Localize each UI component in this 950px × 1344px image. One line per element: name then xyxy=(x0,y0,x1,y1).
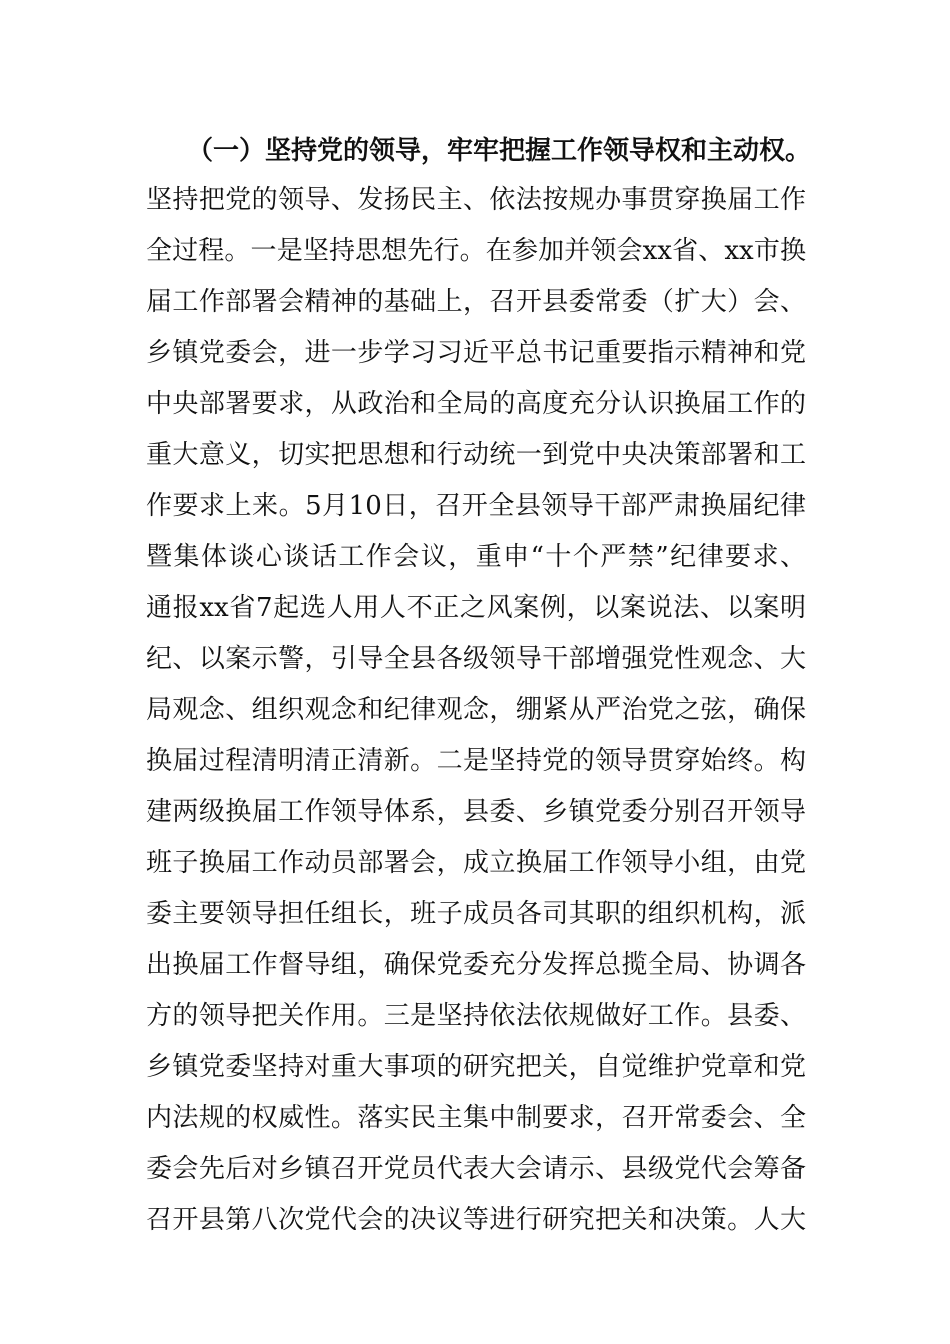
paragraph-line: 重大意义，切实把思想和行动统一到党中央决策部署和工 xyxy=(146,440,806,470)
paragraph-line: 届工作部署会精神的基础上，召开县委常委（扩大）会、 xyxy=(146,287,806,317)
paragraph-line: 内法规的权威性。落实民主集中制要求，召开常委会、全 xyxy=(146,1103,806,1133)
paragraph-line: 中央部署要求，从政治和全局的高度充分认识换届工作的 xyxy=(146,389,806,419)
paragraph-line: 出换届工作督导组，确保党委充分发挥总揽全局、协调各 xyxy=(146,950,806,980)
paragraph-line: 委会先后对乡镇召开党员代表大会请示、县级党代会筹备 xyxy=(146,1154,806,1184)
paragraph-line: 乡镇党委坚持对重大事项的研究把关，自觉维护党章和党 xyxy=(146,1052,806,1082)
paragraph-line: 通报xx省7起选人用人不正之风案例，以案说法、以案明 xyxy=(146,593,806,623)
paragraph-line: 纪、以案示警，引导全县各级领导干部增强党性观念、大 xyxy=(146,644,806,674)
paragraph-line: 换届过程清明清正清新。二是坚持党的领导贯穿始终。构 xyxy=(146,746,806,776)
paragraph-line: 全过程。一是坚持思想先行。在参加并领会xx省、xx市换 xyxy=(146,236,806,266)
paragraph-line: 委主要领导担任组长，班子成员各司其职的组织机构，派 xyxy=(146,899,806,929)
paragraph-line: 暨集体谈心谈话工作会议，重申“十个严禁”纪律要求、 xyxy=(146,542,806,572)
paragraph-line: 方的领导把关作用。三是坚持依法依规做好工作。县委、 xyxy=(146,1001,806,1031)
paragraph-line: 班子换届工作动员部署会，成立换届工作领导小组，由党 xyxy=(146,848,806,878)
paragraph-line: 局观念、组织观念和纪律观念，绷紧从严治党之弦，确保 xyxy=(146,695,806,725)
paragraph-line: 建两级换届工作领导体系，县委、乡镇党委分别召开领导 xyxy=(146,797,806,827)
paragraph-line: 乡镇党委会，进一步学习习近平总书记重要指示精神和党 xyxy=(146,338,806,368)
paragraph-line: 召开县第八次党代会的决议等进行研究把关和决策。人大 xyxy=(146,1205,806,1235)
paragraph-line: 作要求上来。5月10日，召开全县领导干部严肃换届纪律 xyxy=(146,491,806,521)
section-heading: （一）坚持党的领导，牢牢把握工作领导权和主动权。 xyxy=(187,136,812,166)
paragraph-line: 坚持把党的领导、发扬民主、依法按规办事贯穿换届工作 xyxy=(146,185,806,215)
